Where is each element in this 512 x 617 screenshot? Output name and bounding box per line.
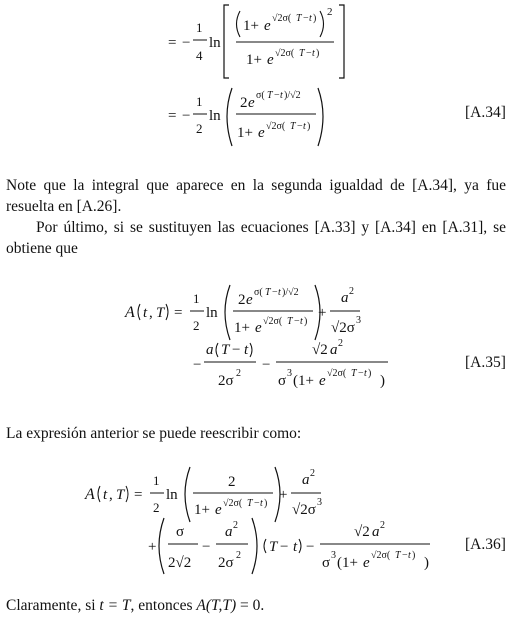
svg-text:T: T — [247, 498, 253, 509]
svg-text:T: T — [267, 90, 273, 101]
svg-text:1: 1 — [196, 20, 203, 35]
svg-text:t: t — [364, 368, 367, 379]
svg-text:−: − — [232, 342, 241, 358]
paragraph: Note que la integral que aparece en la segunda igualdad de [A.34], ya fue resuelta en [A.26]. — [6, 177, 506, 215]
paragraph — [6, 596, 506, 617]
svg-text:√2σ: √2σ — [331, 320, 355, 336]
svg-text:1+: 1+ — [237, 125, 253, 141]
paragraph-text: , entonces — [130, 597, 197, 614]
svg-text:ln: ln — [209, 35, 221, 51]
paragraph-text: = 0. — [236, 597, 265, 614]
svg-text:T: T — [265, 287, 271, 298]
svg-text:t: t — [312, 48, 315, 59]
svg-text:t: t — [303, 121, 306, 132]
svg-text:a: a — [206, 342, 214, 358]
svg-text:e: e — [215, 502, 222, 518]
svg-text:t: t — [103, 487, 108, 503]
svg-text:−: − — [294, 316, 300, 327]
svg-text:−: − — [262, 357, 271, 373]
svg-text:): ) — [313, 13, 317, 24]
svg-text:): ) — [307, 121, 311, 132]
svg-text:e: e — [248, 95, 255, 111]
svg-text:t: t — [300, 316, 303, 327]
svg-text:σ: σ — [176, 524, 185, 540]
svg-text:−: − — [280, 539, 289, 555]
svg-text:t: t — [280, 90, 283, 101]
svg-text:2: 2 — [193, 318, 200, 333]
svg-text:−: − — [254, 498, 260, 509]
svg-text:√2: √2 — [312, 342, 328, 358]
equation-a34 — [0, 0, 512, 160]
inline-math: t = T — [99, 597, 131, 614]
svg-text:√2σ(: √2σ( — [327, 368, 347, 379]
svg-text:−: − — [272, 287, 278, 298]
svg-text:2: 2 — [233, 520, 238, 531]
svg-text:1: 1 — [153, 473, 160, 488]
svg-text:e: e — [363, 555, 370, 571]
svg-text:σ: σ — [322, 555, 331, 571]
svg-text:): ) — [304, 316, 308, 327]
svg-text:a: a — [330, 342, 338, 358]
svg-text:+: + — [279, 487, 288, 503]
svg-text:−: − — [297, 121, 303, 132]
svg-text:ln: ln — [209, 108, 221, 124]
svg-text:2: 2 — [238, 292, 246, 308]
svg-text:√2: √2 — [354, 524, 370, 540]
svg-text:1: 1 — [196, 94, 203, 109]
svg-text:t: t — [143, 305, 148, 321]
paragraph: Por último, si se sustituyen las ecuaciones [A.33] y [A.34] en [A.31], se obtiene que — [6, 219, 506, 257]
svg-text:−: − — [202, 539, 211, 555]
equation-number: [A.34] — [465, 104, 506, 121]
svg-text:=: = — [134, 487, 143, 503]
svg-text:,: , — [109, 487, 113, 503]
svg-text:3: 3 — [317, 497, 322, 508]
svg-text:): ) — [368, 368, 372, 379]
svg-text:(1+: (1+ — [337, 555, 358, 571]
svg-text:t: t — [408, 550, 411, 561]
equation-a36 — [0, 456, 512, 586]
svg-text:T: T — [299, 48, 305, 59]
svg-text:t: t — [278, 287, 281, 298]
svg-text:√2σ: √2σ — [292, 502, 316, 518]
svg-text:): ) — [380, 373, 385, 389]
svg-text:2: 2 — [236, 550, 241, 561]
svg-text:−: − — [274, 90, 280, 101]
svg-text:+: + — [148, 539, 157, 555]
svg-text:T: T — [269, 539, 278, 555]
svg-text:2: 2 — [196, 121, 203, 136]
svg-text:√2σ(: √2σ( — [263, 316, 283, 327]
svg-text:e: e — [264, 18, 271, 34]
svg-text:): ) — [424, 555, 429, 571]
svg-text:T: T — [156, 305, 165, 321]
svg-text:−: − — [358, 368, 364, 379]
svg-text:T: T — [116, 487, 125, 503]
svg-text:T: T — [296, 13, 302, 24]
svg-text:1: 1 — [193, 291, 200, 306]
svg-text:a: a — [372, 524, 380, 540]
svg-text:t: t — [260, 498, 263, 509]
svg-text:2: 2 — [349, 286, 354, 297]
svg-text:σ(: σ( — [256, 90, 265, 101]
svg-text:T: T — [395, 550, 401, 561]
svg-text:1+: 1+ — [243, 18, 259, 34]
inline-math: A(T,T) — [196, 597, 237, 614]
svg-text:−: − — [306, 539, 315, 555]
equation-number: [A.36] — [465, 536, 506, 553]
svg-text:t: t — [293, 539, 298, 555]
svg-text:√2σ(: √2σ( — [275, 48, 295, 59]
svg-text:t: t — [309, 13, 312, 24]
svg-text:√2σ(: √2σ( — [272, 13, 292, 24]
svg-text:3: 3 — [331, 550, 336, 561]
svg-text:(1+: (1+ — [293, 373, 314, 389]
svg-text:=: = — [168, 35, 177, 51]
svg-text:2: 2 — [310, 468, 315, 479]
svg-text:2: 2 — [327, 6, 333, 18]
svg-text:−: − — [182, 35, 191, 51]
svg-text:−: − — [402, 550, 408, 561]
svg-text:−: − — [193, 357, 202, 373]
svg-text:2: 2 — [240, 95, 248, 111]
svg-text:A: A — [125, 304, 135, 321]
svg-text:√2σ(: √2σ( — [266, 121, 286, 132]
svg-text:)/√2: )/√2 — [282, 287, 299, 298]
svg-text:−: − — [303, 13, 309, 24]
svg-text:1+: 1+ — [246, 52, 262, 68]
svg-text:=: = — [168, 108, 177, 124]
equation-number: [A.35] — [465, 354, 506, 371]
svg-text:−: − — [306, 48, 312, 59]
svg-text:ln: ln — [206, 305, 218, 321]
svg-text:T: T — [287, 316, 293, 327]
svg-text:e: e — [255, 320, 262, 336]
svg-text:a: a — [341, 290, 349, 306]
svg-text:T: T — [351, 368, 357, 379]
svg-text:3: 3 — [356, 315, 361, 326]
svg-text:2: 2 — [228, 474, 236, 490]
svg-text:σ: σ — [278, 373, 287, 389]
svg-text:e: e — [267, 52, 274, 68]
svg-text:√2σ(: √2σ( — [223, 498, 243, 509]
equation-a35 — [0, 274, 512, 404]
svg-text:a: a — [302, 472, 310, 488]
svg-text:=: = — [174, 305, 183, 321]
svg-text:3: 3 — [287, 368, 292, 379]
svg-text:T: T — [290, 121, 296, 132]
svg-text:2: 2 — [380, 520, 385, 531]
svg-text:T: T — [221, 342, 230, 358]
svg-text:t: t — [244, 342, 249, 358]
svg-text:e: e — [258, 125, 265, 141]
paragraph: La expresión anterior se puede reescribir como: — [6, 425, 302, 442]
svg-text:ln: ln — [166, 487, 178, 503]
svg-text:σ(: σ( — [254, 287, 263, 298]
svg-text:e: e — [246, 292, 253, 308]
svg-text:2: 2 — [153, 500, 160, 515]
svg-text:4: 4 — [196, 48, 203, 63]
svg-text:1+: 1+ — [234, 320, 250, 336]
svg-text:2: 2 — [236, 368, 241, 379]
svg-text:e: e — [319, 373, 326, 389]
svg-text:+: + — [318, 305, 327, 321]
svg-text:,: , — [149, 305, 153, 321]
svg-text:a: a — [225, 524, 233, 540]
svg-text:2σ: 2σ — [218, 373, 234, 389]
svg-text:): ) — [412, 550, 416, 561]
svg-text:A: A — [85, 486, 95, 503]
svg-text:1+: 1+ — [194, 502, 210, 518]
svg-text:): ) — [264, 498, 268, 509]
svg-text:−: − — [182, 108, 191, 124]
svg-text:2√2: 2√2 — [168, 555, 192, 571]
svg-text:): ) — [316, 48, 320, 59]
svg-text:2: 2 — [338, 338, 343, 349]
svg-text:√2σ(: √2σ( — [371, 550, 391, 561]
svg-text:2σ: 2σ — [218, 555, 234, 571]
svg-text:)/√2: )/√2 — [284, 90, 301, 101]
paragraph-text: Claramente, si — [6, 597, 100, 614]
